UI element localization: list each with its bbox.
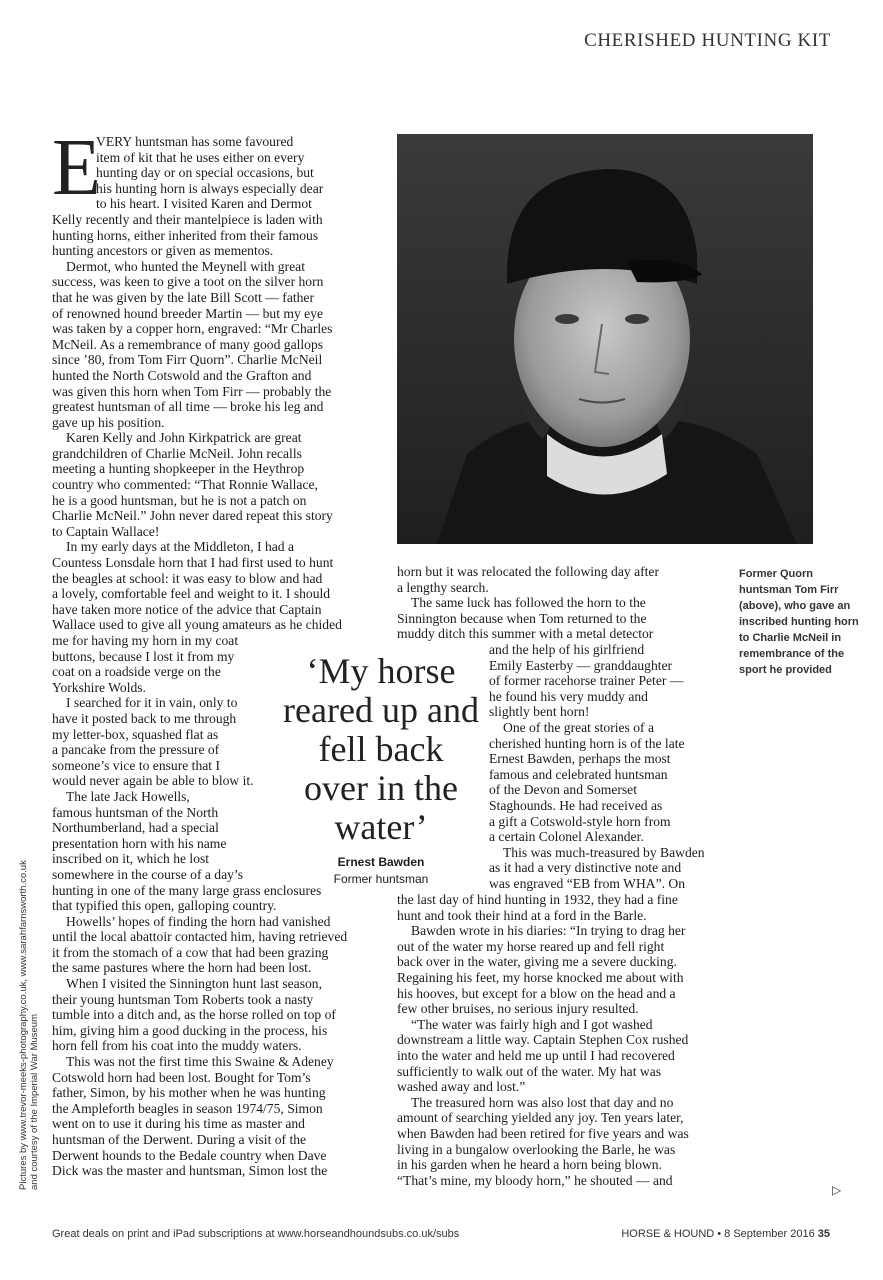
text-line: as it had a very distinctive note and [489, 860, 682, 876]
text-line: Sinnington because when Tom returned to the [397, 610, 647, 626]
text-line: the last day of hind hunting in 1932, they had a fine [397, 892, 678, 907]
text-line: Karen Kelly and John Kirkpatrick are great [66, 430, 302, 446]
text-line: the same pastures where the horn had been lost. [52, 960, 312, 976]
text-line: was taken by a copper horn, engraved: “Mr Charles [52, 321, 333, 337]
text-line: greatest huntsman of all time — broke his leg and [52, 399, 324, 415]
text-line: washed away and lost.” [397, 1079, 526, 1095]
footer-masthead [621, 1228, 830, 1240]
text-line: Countess Lonsdale horn that I had first used to hunt [52, 555, 334, 571]
text-line: few other bruises, no serious injury resulted. [397, 1001, 639, 1017]
page-number: 35 [817, 1228, 830, 1240]
text-line: presentation horn with his name [52, 835, 227, 851]
text-line: a pancake from the pressure of [52, 742, 220, 758]
text-line: of former racehorse trainer Peter — [489, 673, 684, 689]
text-line: huntsman of the Derwent. During a visit of the [52, 1132, 307, 1147]
text-line: have it posted back to me through [52, 710, 237, 726]
text-line: that typified this open, galloping country. [52, 898, 277, 914]
footer-subscriptions: Great deals on print and iPad subscriptions at www.horseandhoundsubs.co.uk/subs [52, 1228, 460, 1240]
picture-credit [18, 860, 40, 1190]
drop-cap: E [52, 124, 101, 212]
text-line: horn fell from his coat into the muddy waters. [52, 1038, 302, 1054]
text-line: sufficiently to walk out of the water. My hat was [397, 1063, 662, 1079]
text-line: hunting ancestors or given as mementos. [52, 243, 274, 259]
text-line: Dermot, who hunted the Meynell with great [66, 258, 305, 274]
text-line: in his garden when he heard a horn being blown. [397, 1157, 663, 1173]
text-line: Regaining his feet, my horse knocked me about with [397, 969, 684, 985]
text-line: went on to use it during his time as master and [52, 1116, 305, 1132]
text-line: he found his very muddy and [489, 688, 648, 704]
text-line: Kelly recently and their mantelpiece is laden with [52, 211, 323, 227]
text-line: success, was keen to give a toot on the silver horn [52, 274, 324, 290]
text-line: This was much-treasured by Bawden [503, 844, 705, 860]
text-line: buttons, because I lost it from my [52, 648, 235, 664]
text-line: Derwent hounds to the Bedale country when Dave [52, 1147, 327, 1163]
text-line: hunt and took their hind at a ford in the Barle. [397, 907, 647, 923]
picture-credit-line: and courtesy of the Imperial War Museum [29, 1014, 40, 1190]
text-line: When I visited the Sinnington hunt last season, [66, 976, 322, 992]
text-line: muddy ditch this summer with a metal detector [397, 626, 654, 642]
article-column-4 [397, 892, 717, 1188]
text-line: Dick was the master and huntsman, Simon lost the [52, 1163, 328, 1179]
text-line: Staghounds. He had received as [489, 797, 663, 813]
footer-publication-date: HORSE & HOUND • 8 September 2016 [621, 1228, 815, 1240]
text-line: hunting in one of the many large grass enclosures [52, 882, 322, 898]
portrait-illustration [397, 134, 813, 544]
text-line: him, giving him a good ducking in the process, his [52, 1022, 328, 1038]
text-line: The same luck has followed the horn to the [411, 595, 646, 611]
text-line: the beagles at school: it was easy to blow and had [52, 570, 323, 586]
text-line: a lengthy search. [397, 579, 489, 595]
text-line: Cotswold horn had been lost. Bought for Tom’s [52, 1069, 311, 1085]
text-line: a gift a Cotswold-style horn from [489, 813, 671, 829]
text-line: to his heart. I visited Karen and Dermot [96, 196, 312, 212]
text-line: inscribed on it, which he lost [52, 851, 210, 867]
text-line: back over in the water, giving me a severe ducking. [397, 954, 677, 970]
continue-arrow-icon: ▷ [832, 1183, 842, 1197]
text-line: Northumberland, had a special [52, 820, 219, 836]
text-line: into the water and held me up until I had recovered [397, 1047, 675, 1063]
text-line: item of kit that he uses either on every [96, 149, 305, 165]
text-line: out of the water my horse reared up and fell right [397, 938, 665, 954]
text-line: would never again be able to blow it. [52, 773, 254, 789]
text-line: VERY huntsman has some favoured [96, 134, 294, 149]
text-line: that he was given by the late Bill Scott — father [52, 289, 314, 305]
text-line: to Captain Wallace! [52, 523, 160, 539]
text-line: living in a bungalow overlooking the Barle, he was [397, 1141, 676, 1157]
article-column-3 [489, 642, 719, 892]
text-line: gave up his position. [52, 414, 165, 430]
text-line: grandchildren of Charlie McNeil. John recalls [52, 445, 302, 461]
pull-quote-attribution-role: Former huntsman [333, 872, 429, 886]
text-line: and the help of his girlfriend [489, 642, 645, 657]
text-line: Bawden wrote in his diaries: “In trying to drag her [411, 923, 686, 939]
text-line: hunting day or on special occasions, but [96, 165, 314, 181]
text-line: their young huntsman Tom Roberts took a nasty [52, 991, 314, 1007]
pull-quote-text: ‘My horse reared up and fell back over in the water’ [283, 651, 479, 847]
text-line: his hunting horn is always especially dear [96, 180, 324, 196]
pull-quote [283, 652, 479, 886]
text-line: Emily Easterby — granddaughter [489, 657, 673, 673]
text-line: when Bawden had been retired for five years and was [397, 1125, 689, 1141]
text-line: The treasured horn was also lost that day and no [411, 1094, 674, 1110]
text-line: “That’s mine, my bloody horn,” he shouted — and [397, 1172, 673, 1188]
text-line: hunted the North Cotswold and the Grafton and [52, 367, 312, 383]
text-line: somewhere in the course of a day’s [52, 866, 244, 882]
text-line: The late Jack Howells, [66, 788, 190, 804]
text-line: I searched for it in vain, only to [66, 695, 238, 711]
text-line: McNeil. As a remembrance of many good gallops [52, 336, 324, 352]
text-line: In my early days at the Middleton, I had a [66, 539, 295, 555]
text-line: was engraved “EB from WHA”. On [489, 875, 686, 891]
text-line: father, Simon, by his mother when he was hunting [52, 1085, 326, 1101]
text-line: of renowned hound breeder Martin — but my eye [52, 305, 324, 321]
photo-caption: Former Quorn huntsman Tom Firr (above), who gave an inscribed hunting horn to Charlie McNeil in remembrance of the sport he provided [739, 568, 859, 676]
article-column-2 [397, 564, 697, 642]
text-line: since ’80, from Tom Firr Quorn”. Charlie McNeil [52, 352, 323, 368]
text-line: tumble into a ditch and, as the horse rolled on top of [52, 1007, 336, 1023]
text-line: someone’s vice to ensure that I [52, 757, 220, 773]
text-line: cherished hunting horn is of the late [489, 735, 685, 751]
text-line: was given this horn when Tom Firr — probably the [52, 383, 332, 399]
text-line: he is a good huntsman, but he is not a patch on [52, 492, 307, 508]
text-line: until the local abattoir contacted him, having retrieved [52, 929, 348, 945]
text-line: have taken more notice of the advice that Captain [52, 601, 322, 617]
text-line: the Ampleforth beagles in season 1974/75, Simon [52, 1100, 323, 1116]
portrait-photo [397, 134, 813, 544]
picture-credit-line: Pictures by www.trevor-meeks-photography.co.uk, www.sarahfarnsworth.co.uk [18, 860, 29, 1190]
text-line: me for having my horn in my coat [52, 633, 239, 648]
text-line: downstream a little way. Captain Stephen Cox rushed [397, 1032, 689, 1048]
text-line: famous and celebrated huntsman [489, 766, 668, 782]
section-heading: CHERISHED HUNTING KIT [584, 30, 831, 51]
text-line: slightly bent horn! [489, 704, 590, 720]
text-line: Wallace used to give all young amateurs as he chided [52, 617, 342, 633]
text-line: hunting horns, either inherited from their famous [52, 227, 319, 243]
text-line: Ernest Bawden, perhaps the most [489, 751, 671, 767]
text-line: horn but it was relocated the following day after [397, 564, 659, 579]
text-line: country who commented: “That Ronnie Wallace, [52, 477, 318, 493]
pull-quote-attribution-name: Ernest Bawden [337, 855, 425, 869]
text-line: amount of searching yielded any joy. Ten years later, [397, 1110, 684, 1126]
text-line: This was not the first time this Swaine & Adeney [66, 1054, 334, 1070]
text-line: famous huntsman of the North [52, 804, 219, 820]
text-line: Charlie McNeil.” John never dared repeat this story [52, 508, 333, 524]
text-line: a lovely, comfortable feel and weight to it. I should [52, 586, 331, 602]
text-line: of the Devon and Somerset [489, 782, 637, 798]
text-line: Howells’ hopes of finding the horn had vanished [66, 913, 331, 929]
text-line: a certain Colonel Alexander. [489, 829, 644, 845]
text-line: it from the stomach of a cow that had been grazing [52, 944, 329, 960]
text-line: “The water was fairly high and I got washed [411, 1016, 653, 1032]
text-line: Yorkshire Wolds. [52, 679, 146, 695]
text-line: his hooves, but except for a blow on the head and a [397, 985, 676, 1001]
text-line: coat on a roadside verge on the [52, 664, 221, 680]
text-line: meeting a hunting shopkeeper in the Heythrop [52, 461, 305, 477]
text-line: One of the great stories of a [503, 719, 654, 735]
text-line: my letter-box, squashed flat as [52, 726, 219, 742]
